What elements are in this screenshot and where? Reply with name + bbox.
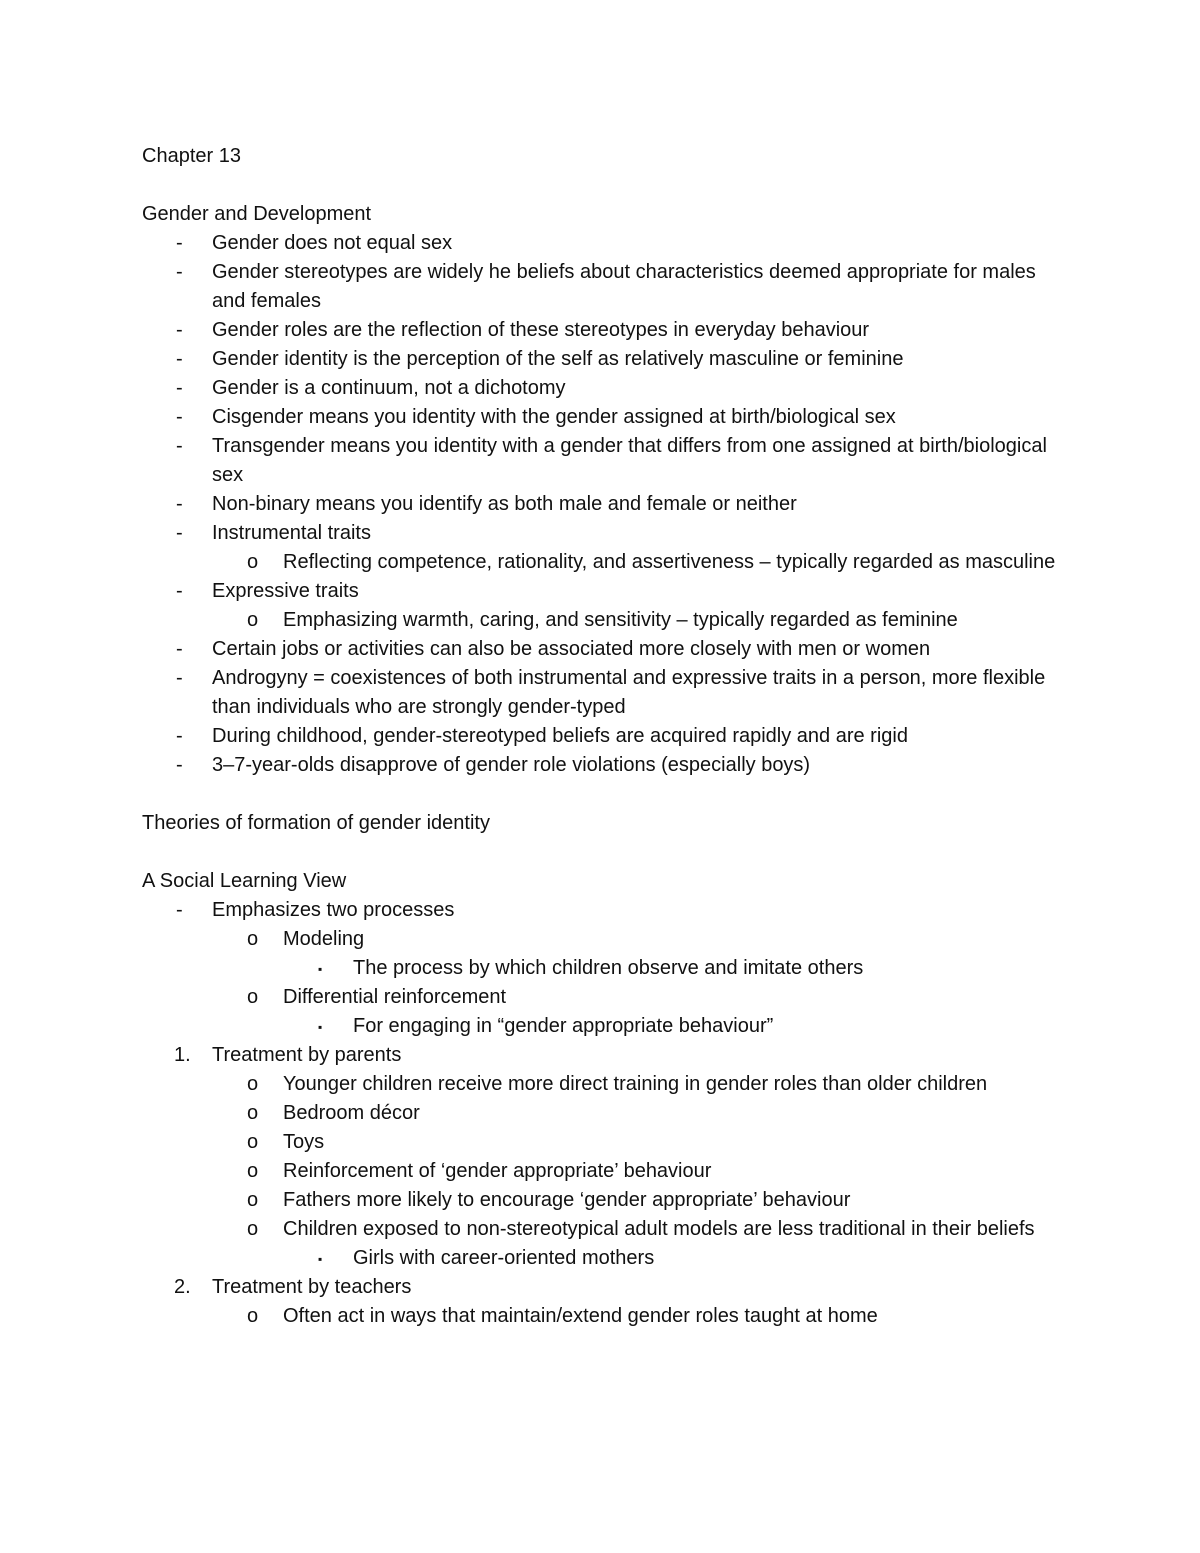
circle-bullet: o [247, 928, 259, 950]
list-item [142, 403, 1072, 432]
dash-bullet: - [176, 522, 183, 544]
circle-bullet: o [247, 1218, 259, 1240]
dash-bullet: - [176, 348, 183, 370]
list-item [142, 345, 1072, 374]
section-heading-gender-development: Gender and Development [142, 203, 372, 225]
circle-bullet: o [247, 1073, 259, 1095]
list-item-text: Girls with career-oriented mothers [353, 1247, 655, 1269]
square-bullet: ▪ [318, 1020, 323, 1034]
list-item-text: 3–7-year-olds disapprove of gender role violations (especially boys) [212, 754, 811, 776]
list-item [142, 432, 1072, 490]
sub-list-item [142, 1302, 1072, 1331]
sub-list-item [142, 1215, 1072, 1244]
dash-bullet: - [176, 493, 183, 515]
list-item-text: Toys [283, 1131, 325, 1153]
circle-bullet: o [247, 1131, 259, 1153]
sub-list-item [142, 1070, 1072, 1099]
list-item [142, 751, 1072, 780]
list-item-text: Non-binary means you identify as both male and female or neither [212, 493, 797, 515]
list-item [142, 258, 1072, 316]
sub-list-item [142, 1186, 1072, 1215]
sub-list-item [142, 1157, 1072, 1186]
document-page [142, 142, 1072, 1331]
list-item-text: Often act in ways that maintain/extend gender roles taught at home [283, 1305, 878, 1327]
list-item-text: Treatment by parents [212, 1044, 402, 1066]
sub-list-item [142, 548, 1072, 577]
dash-bullet: - [176, 580, 183, 602]
list-item-text: Bedroom décor [283, 1102, 420, 1124]
chapter-title: Chapter 13 [142, 145, 241, 167]
sub-list-item [142, 1099, 1072, 1128]
blank-line [142, 780, 1072, 809]
sub-sub-list-item [142, 1244, 1072, 1273]
list-item-text: Gender does not equal sex [212, 232, 453, 254]
social-learning-list [142, 896, 1072, 1331]
list-item [142, 229, 1072, 258]
number-marker: 2. [174, 1276, 191, 1298]
list-item-text: Gender is a continuum, not a dichotomy [212, 377, 566, 399]
dash-bullet: - [176, 261, 183, 283]
list-item-text: Treatment by teachers [212, 1276, 412, 1298]
list-item-text: Modeling [283, 928, 365, 950]
dash-bullet: - [176, 754, 183, 776]
list-item-text: Younger children receive more direct training in gender roles than older children [283, 1073, 988, 1095]
circle-bullet: o [247, 1189, 259, 1211]
dash-bullet: - [176, 899, 183, 921]
list-item-text: Expressive traits [212, 580, 359, 602]
list-item [142, 374, 1072, 403]
dash-bullet: - [176, 319, 183, 341]
circle-bullet: o [247, 609, 259, 631]
blank-line [142, 171, 1072, 200]
sub-sub-list-item [142, 1012, 1072, 1041]
list-item-text: Reinforcement of ‘gender appropriate’ behaviour [283, 1160, 712, 1182]
gender-development-list [142, 229, 1072, 780]
sub-list-item [142, 925, 1072, 954]
list-item-text: Certain jobs or activities can also be associated more closely with men or women [212, 638, 931, 660]
circle-bullet: o [247, 1102, 259, 1124]
list-item [142, 722, 1072, 751]
square-bullet: ▪ [318, 962, 323, 976]
sub-list-item [142, 1128, 1072, 1157]
sub-list-item [142, 983, 1072, 1012]
list-item-text: Instrumental traits [212, 522, 371, 544]
circle-bullet: o [247, 1160, 259, 1182]
dash-bullet: - [176, 667, 183, 689]
number-marker: 1. [174, 1044, 191, 1066]
list-item [142, 635, 1072, 664]
list-item-text: Emphasizing warmth, caring, and sensitivity – typically regarded as feminine [283, 609, 958, 631]
dash-bullet: - [176, 435, 183, 457]
numbered-item [142, 1041, 1072, 1070]
square-bullet: ▪ [318, 1252, 323, 1266]
list-item-text: Gender identity is the perception of the self as relatively masculine or feminine [212, 348, 904, 370]
list-item-text: Reflecting competence, rationality, and assertiveness – typically regarded as masculine [283, 551, 1056, 573]
dash-bullet: - [176, 725, 183, 747]
list-item-text: Emphasizes two processes [212, 899, 455, 921]
circle-bullet: o [247, 551, 259, 573]
list-item [142, 316, 1072, 345]
list-item-text: Cisgender means you identity with the gender assigned at birth/biological sex [212, 406, 896, 428]
list-item-text: Differential reinforcement [283, 986, 507, 1008]
list-item-text: Children exposed to non-stereotypical adult models are less traditional in their beliefs [283, 1218, 1035, 1240]
list-item [142, 664, 1072, 722]
list-item [142, 519, 1072, 548]
dash-bullet: - [176, 377, 183, 399]
list-item-text: Gender stereotypes are widely he beliefs about characteristics deemed appropriate for males and females [212, 261, 1036, 312]
list-item-text: For engaging in “gender appropriate behaviour” [353, 1015, 774, 1037]
numbered-item [142, 1273, 1072, 1302]
list-item [142, 577, 1072, 606]
list-item-text: Gender roles are the reflection of these stereotypes in everyday behaviour [212, 319, 870, 341]
sub-sub-list-item [142, 954, 1072, 983]
dash-bullet: - [176, 232, 183, 254]
sub-list-item [142, 606, 1072, 635]
list-item-text: Transgender means you identity with a gender that differs from one assigned at birth/biological sex [212, 435, 1047, 486]
dash-bullet: - [176, 638, 183, 660]
list-item-text: Fathers more likely to encourage ‘gender appropriate’ behaviour [283, 1189, 851, 1211]
section-heading-theories: Theories of formation of gender identity [142, 812, 490, 834]
list-item-text: The process by which children observe and imitate others [353, 957, 864, 979]
circle-bullet: o [247, 986, 259, 1008]
list-item-text: During childhood, gender-stereotyped beliefs are acquired rapidly and are rigid [212, 725, 908, 747]
list-item [142, 490, 1072, 519]
section-heading-social-learning: A Social Learning View [142, 870, 347, 892]
list-item [142, 896, 1072, 925]
circle-bullet: o [247, 1305, 259, 1327]
dash-bullet: - [176, 406, 183, 428]
blank-line [142, 838, 1072, 867]
list-item-text: Androgyny = coexistences of both instrumental and expressive traits in a person, more flexible than individuals who are strongly gender-typed [212, 667, 1046, 718]
